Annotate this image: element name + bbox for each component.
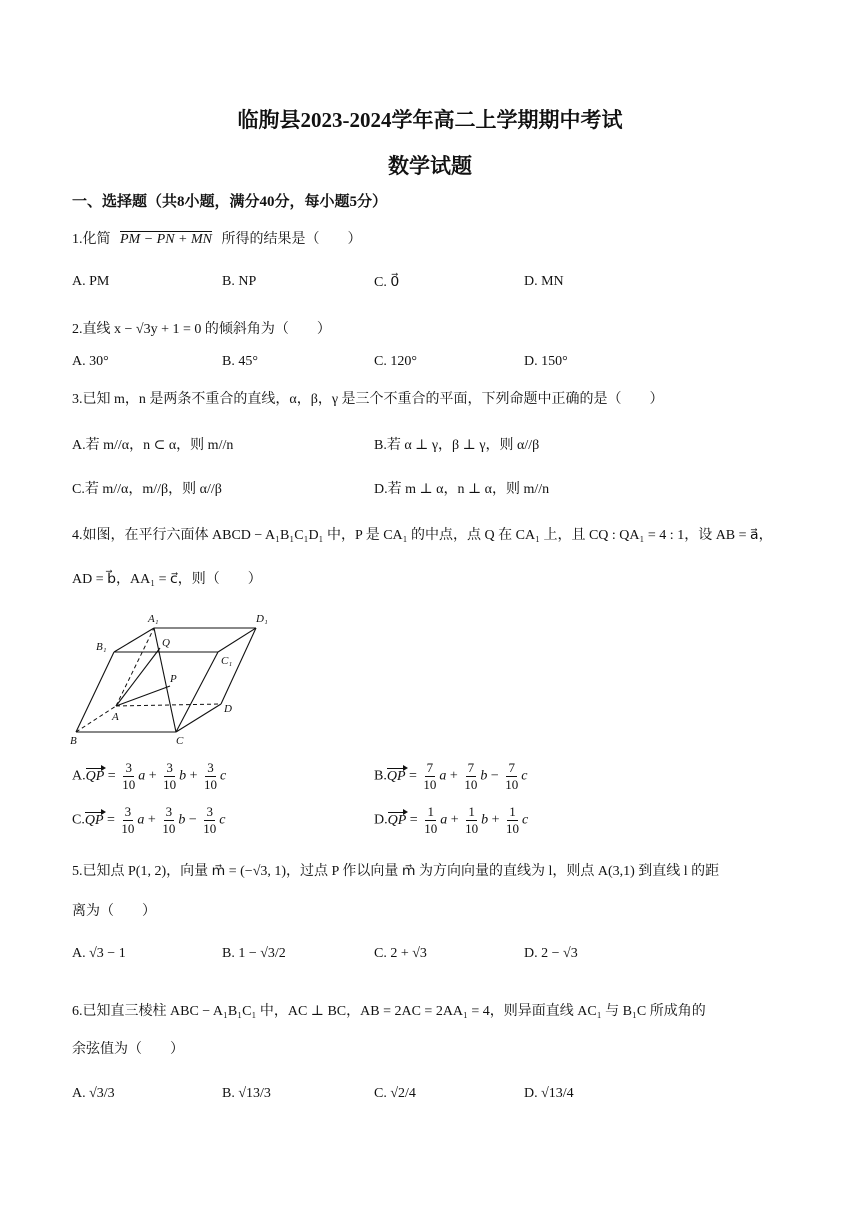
- q5-option-b[interactable]: B. 1 − √3/2: [222, 946, 286, 961]
- q1-option-c[interactable]: C. 0⃗: [374, 275, 400, 290]
- q4-option-d[interactable]: D.QP = $\frac{1}{10}$ a + $\frac{1}{10}$ b + $\frac{1}{10}$ c: [374, 804, 529, 836]
- q1-expr: PM − PN + MN: [120, 232, 212, 247]
- q1-prefix: 1.化简: [72, 232, 111, 247]
- label-b1: B₁: [96, 641, 107, 653]
- label-d1: D₁: [256, 613, 268, 625]
- q5-option-a[interactable]: A. √3 − 1: [72, 946, 126, 961]
- section-heading: 一、选择题（共8小题，满分40分，每小题5分）: [72, 194, 388, 210]
- page-subtitle: 数学试题: [388, 154, 472, 178]
- label-a1: A₁: [148, 613, 159, 625]
- question-1: [72, 228, 362, 248]
- label-p: P: [170, 673, 177, 685]
- q2-option-d[interactable]: D. 150°: [524, 354, 568, 369]
- q3-option-d[interactable]: D.若 m ⊥ α，n ⊥ α，则 m//n: [374, 482, 550, 497]
- q3-option-b[interactable]: B.若 α ⊥ γ，β ⊥ γ，则 α//β: [374, 438, 540, 453]
- q1-option-d[interactable]: D. MN: [524, 274, 564, 289]
- label-b: B: [70, 735, 77, 747]
- label-q: Q: [162, 637, 170, 649]
- question-4-line-2: AD = b⃗，AA₁ = c⃗，则（ ）: [72, 572, 262, 587]
- label-c: C: [176, 735, 184, 747]
- q6-option-a[interactable]: A. √3/3: [72, 1086, 115, 1101]
- q4-option-b[interactable]: B.QP = $\frac{7}{10}$ a + $\frac{7}{10}$ b − $\frac{7}{10}$ c: [374, 760, 528, 792]
- question-6-line-2: 余弦值为（ ）: [72, 1042, 184, 1057]
- q4-option-c[interactable]: C.QP = $\frac{3}{10}$ a + $\frac{3}{10}$ b − $\frac{3}{10}$ c: [72, 804, 226, 836]
- q5-option-d[interactable]: D. 2 − √3: [524, 946, 578, 961]
- q3-option-a[interactable]: A.若 m//α，n ⊂ α，则 m//n: [72, 438, 234, 453]
- edge-cc1: [176, 652, 218, 732]
- label-a: A: [112, 711, 119, 723]
- question-2: 2.直线 x − √3y + 1 = 0 的倾斜角为（ ）: [72, 322, 331, 337]
- q1-option-b[interactable]: B. NP: [222, 274, 257, 289]
- q5-option-c[interactable]: C. 2 + √3: [374, 946, 427, 961]
- q2-option-c[interactable]: C. 120°: [374, 354, 417, 369]
- q2-option-a[interactable]: A. 30°: [72, 354, 109, 369]
- question-5-line-2: 离为（ ）: [72, 904, 156, 919]
- question-3: 3.已知 m，n 是两条不重合的直线，α，β，γ 是三个不重合的平面，下列命题中正确的是（ ）: [72, 392, 664, 407]
- hidden-edge-ad: [116, 704, 221, 706]
- q6-option-d[interactable]: D. √13/4: [524, 1086, 574, 1101]
- q1-suffix: 所得的结果是（ ）: [221, 232, 362, 247]
- q2-option-b[interactable]: B. 45°: [222, 354, 258, 369]
- parallelepiped-figure: [66, 608, 296, 748]
- label-d: D: [224, 703, 232, 715]
- q3-option-c[interactable]: C.若 m//α，m//β，则 α//β: [72, 482, 222, 497]
- question-6-line-1: 6.已知直三棱柱 ABC − A₁B₁C₁ 中，AC ⊥ BC，AB = 2AC = 2AA₁ = 4，则异面直线 AC₁ 与 B₁C 所成角的: [72, 1004, 706, 1019]
- label-c1: C₁: [221, 655, 233, 667]
- q4-option-a[interactable]: A.QP = $\frac{3}{10}$ a + $\frac{3}{10}$ b + $\frac{3}{10}$ c: [72, 760, 227, 792]
- q6-option-b[interactable]: B. √13/3: [222, 1086, 271, 1101]
- page-title: 临朐县2023-2024学年高二上学期期中考试: [237, 108, 623, 132]
- question-4-line-1: 4.如图，在平行六面体 ABCD − A₁B₁C₁D₁ 中，P 是 CA₁ 的中点，点 Q 在 CA₁ 上，且 CQ : QA₁ = 4 : 1，设 AB = a⃗，: [72, 528, 773, 543]
- q1-option-a[interactable]: A. PM: [72, 274, 110, 289]
- question-5-line-1: 5.已知点 P(1, 2)，向量 m⃗ = (−√3, 1)，过点 P 作以向量 m⃗ 为方向向量的直线为 l，则点 A(3,1) 到直线 l 的距: [72, 864, 720, 879]
- q6-option-c[interactable]: C. √2/4: [374, 1086, 416, 1101]
